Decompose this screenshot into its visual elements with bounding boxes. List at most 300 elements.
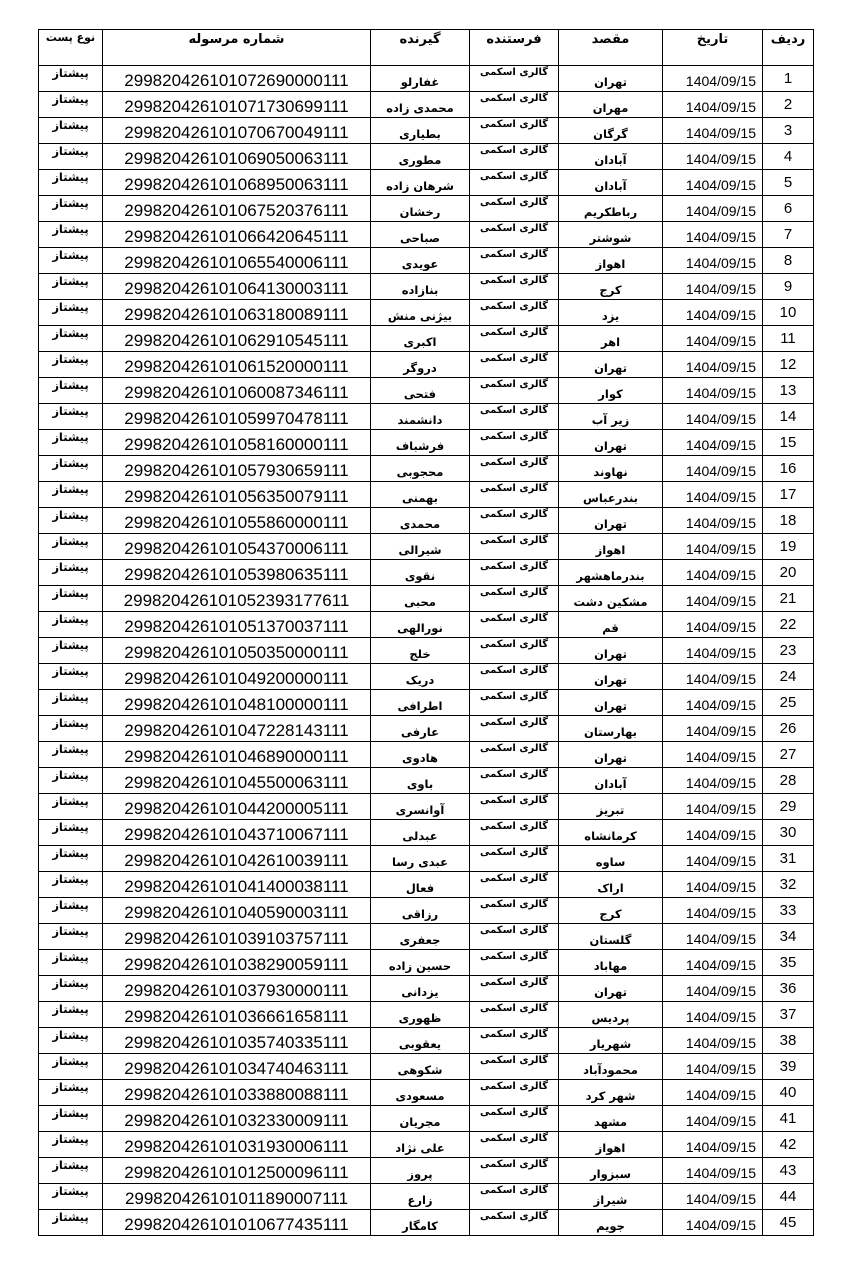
post-type-cell: پیشتاز bbox=[39, 1106, 103, 1132]
post-type-cell: پیشتاز bbox=[39, 352, 103, 378]
header-row bbox=[39, 30, 814, 66]
header-tracking: شماره مرسوله bbox=[103, 30, 371, 66]
post-type-cell: پیشتاز bbox=[39, 196, 103, 222]
table-body bbox=[39, 66, 814, 1236]
post-type-cell: پیشتاز bbox=[39, 92, 103, 118]
receiver-cell: نقوی bbox=[371, 560, 470, 586]
sender-cell: گالری اسکمی bbox=[470, 872, 559, 898]
date-cell: 1404/09/15 bbox=[663, 560, 763, 586]
sender-cell: گالری اسکمی bbox=[470, 404, 559, 430]
table-row bbox=[39, 716, 814, 742]
receiver-cell: فتحی bbox=[371, 378, 470, 404]
post-type-cell: پیشتاز bbox=[39, 872, 103, 898]
destination-cell: مهران bbox=[559, 92, 663, 118]
destination-cell: گلستان bbox=[559, 924, 663, 950]
post-type-cell: پیشتاز bbox=[39, 430, 103, 456]
table-row bbox=[39, 1158, 814, 1184]
receiver-cell: عارفی bbox=[371, 716, 470, 742]
sender-cell: گالری اسکمی bbox=[470, 508, 559, 534]
row-number-cell: 45 bbox=[763, 1210, 814, 1236]
sender-cell: گالری اسکمی bbox=[470, 534, 559, 560]
destination-cell: شهر کرد bbox=[559, 1080, 663, 1106]
sender-cell: گالری اسکمی bbox=[470, 378, 559, 404]
sender-cell: گالری اسکمی bbox=[470, 1210, 559, 1236]
receiver-cell: کامگار bbox=[371, 1210, 470, 1236]
receiver-cell: مسعودی bbox=[371, 1080, 470, 1106]
table-row bbox=[39, 248, 814, 274]
row-number-cell: 29 bbox=[763, 794, 814, 820]
table-row bbox=[39, 170, 814, 196]
sender-cell: گالری اسکمی bbox=[470, 612, 559, 638]
destination-cell: جویم bbox=[559, 1210, 663, 1236]
table-row bbox=[39, 66, 814, 92]
destination-cell: تهران bbox=[559, 742, 663, 768]
date-cell: 1404/09/15 bbox=[663, 1106, 763, 1132]
receiver-cell: علی نژاد bbox=[371, 1132, 470, 1158]
sender-cell: گالری اسکمی bbox=[470, 846, 559, 872]
sender-cell: گالری اسکمی bbox=[470, 352, 559, 378]
destination-cell: کرج bbox=[559, 274, 663, 300]
table-row bbox=[39, 300, 814, 326]
post-type-cell: پیشتاز bbox=[39, 1002, 103, 1028]
receiver-cell: شکوهی bbox=[371, 1054, 470, 1080]
row-number-cell: 40 bbox=[763, 1080, 814, 1106]
table-row bbox=[39, 768, 814, 794]
sender-cell: گالری اسکمی bbox=[470, 794, 559, 820]
table-row bbox=[39, 430, 814, 456]
post-type-cell: پیشتاز bbox=[39, 248, 103, 274]
header-type: نوع پست bbox=[39, 30, 103, 66]
tracking-number-cell: 299820426101055860000111 bbox=[103, 508, 371, 534]
date-cell: 1404/09/15 bbox=[663, 898, 763, 924]
tracking-number-cell: 299820426101035740335111 bbox=[103, 1028, 371, 1054]
destination-cell: آبادان bbox=[559, 768, 663, 794]
destination-cell: تبریز bbox=[559, 794, 663, 820]
date-cell: 1404/09/15 bbox=[663, 196, 763, 222]
table-row bbox=[39, 950, 814, 976]
receiver-cell: فعال bbox=[371, 872, 470, 898]
table-row bbox=[39, 534, 814, 560]
tracking-number-cell: 299820426101042610039111 bbox=[103, 846, 371, 872]
destination-cell: بندرعباس bbox=[559, 482, 663, 508]
destination-cell: گرگان bbox=[559, 118, 663, 144]
header-receiver: گیرنده bbox=[371, 30, 470, 66]
row-number-cell: 14 bbox=[763, 404, 814, 430]
destination-cell: اهواز bbox=[559, 534, 663, 560]
table-row bbox=[39, 274, 814, 300]
sender-cell: گالری اسکمی bbox=[470, 274, 559, 300]
sender-cell: گالری اسکمی bbox=[470, 716, 559, 742]
sender-cell: گالری اسکمی bbox=[470, 742, 559, 768]
receiver-cell: عبدلی bbox=[371, 820, 470, 846]
row-number-cell: 24 bbox=[763, 664, 814, 690]
tracking-number-cell: 299820426101052393177611 bbox=[103, 586, 371, 612]
row-number-cell: 23 bbox=[763, 638, 814, 664]
row-number-cell: 37 bbox=[763, 1002, 814, 1028]
row-number-cell: 7 bbox=[763, 222, 814, 248]
row-number-cell: 10 bbox=[763, 300, 814, 326]
sender-cell: گالری اسکمی bbox=[470, 1158, 559, 1184]
date-cell: 1404/09/15 bbox=[663, 612, 763, 638]
tracking-number-cell: 299820426101050350000111 bbox=[103, 638, 371, 664]
row-number-cell: 22 bbox=[763, 612, 814, 638]
post-type-cell: پیشتاز bbox=[39, 976, 103, 1002]
table-row bbox=[39, 326, 814, 352]
receiver-cell: یزدانی bbox=[371, 976, 470, 1002]
destination-cell: پردیس bbox=[559, 1002, 663, 1028]
row-number-cell: 42 bbox=[763, 1132, 814, 1158]
tracking-number-cell: 299820426101039103757111 bbox=[103, 924, 371, 950]
row-number-cell: 21 bbox=[763, 586, 814, 612]
sender-cell: گالری اسکمی bbox=[470, 300, 559, 326]
post-type-cell: پیشتاز bbox=[39, 1132, 103, 1158]
date-cell: 1404/09/15 bbox=[663, 222, 763, 248]
sender-cell: گالری اسکمی bbox=[470, 924, 559, 950]
post-type-cell: پیشتاز bbox=[39, 586, 103, 612]
destination-cell: بندرماهشهر bbox=[559, 560, 663, 586]
post-type-cell: پیشتاز bbox=[39, 482, 103, 508]
row-number-cell: 26 bbox=[763, 716, 814, 742]
receiver-cell: بطیاری bbox=[371, 118, 470, 144]
receiver-cell: فرشباف bbox=[371, 430, 470, 456]
destination-cell: تهران bbox=[559, 638, 663, 664]
receiver-cell: مجریان bbox=[371, 1106, 470, 1132]
receiver-cell: نورالهی bbox=[371, 612, 470, 638]
post-type-cell: پیشتاز bbox=[39, 768, 103, 794]
tracking-number-cell: 299820426101071730699111 bbox=[103, 92, 371, 118]
sender-cell: گالری اسکمی bbox=[470, 638, 559, 664]
tracking-number-cell: 299820426101031930006111 bbox=[103, 1132, 371, 1158]
header-sender: فرستنده bbox=[470, 30, 559, 66]
post-type-cell: پیشتاز bbox=[39, 664, 103, 690]
receiver-cell: یعقوبی bbox=[371, 1028, 470, 1054]
tracking-number-cell: 299820426101068950063111 bbox=[103, 170, 371, 196]
date-cell: 1404/09/15 bbox=[663, 430, 763, 456]
date-cell: 1404/09/15 bbox=[663, 690, 763, 716]
row-number-cell: 38 bbox=[763, 1028, 814, 1054]
table-row bbox=[39, 222, 814, 248]
table-row bbox=[39, 1106, 814, 1132]
destination-cell: شوشتر bbox=[559, 222, 663, 248]
date-cell: 1404/09/15 bbox=[663, 1080, 763, 1106]
receiver-cell: محجوبی bbox=[371, 456, 470, 482]
date-cell: 1404/09/15 bbox=[663, 638, 763, 664]
date-cell: 1404/09/15 bbox=[663, 118, 763, 144]
row-number-cell: 31 bbox=[763, 846, 814, 872]
row-number-cell: 43 bbox=[763, 1158, 814, 1184]
receiver-cell: پروز bbox=[371, 1158, 470, 1184]
row-number-cell: 4 bbox=[763, 144, 814, 170]
destination-cell: یزد bbox=[559, 300, 663, 326]
date-cell: 1404/09/15 bbox=[663, 664, 763, 690]
post-type-cell: پیشتاز bbox=[39, 170, 103, 196]
row-number-cell: 27 bbox=[763, 742, 814, 768]
date-cell: 1404/09/15 bbox=[663, 378, 763, 404]
sender-cell: گالری اسکمی bbox=[470, 664, 559, 690]
tracking-number-cell: 299820426101054370006111 bbox=[103, 534, 371, 560]
sender-cell: گالری اسکمی bbox=[470, 1184, 559, 1210]
table-row bbox=[39, 404, 814, 430]
receiver-cell: جعفری bbox=[371, 924, 470, 950]
row-number-cell: 3 bbox=[763, 118, 814, 144]
post-type-cell: پیشتاز bbox=[39, 690, 103, 716]
row-number-cell: 35 bbox=[763, 950, 814, 976]
table-row bbox=[39, 118, 814, 144]
table-row bbox=[39, 846, 814, 872]
date-cell: 1404/09/15 bbox=[663, 404, 763, 430]
receiver-cell: محبی bbox=[371, 586, 470, 612]
tracking-number-cell: 299820426101049200000111 bbox=[103, 664, 371, 690]
sender-cell: گالری اسکمی bbox=[470, 768, 559, 794]
destination-cell: مهاباد bbox=[559, 950, 663, 976]
row-number-cell: 25 bbox=[763, 690, 814, 716]
row-number-cell: 1 bbox=[763, 66, 814, 92]
table-row bbox=[39, 1184, 814, 1210]
row-number-cell: 11 bbox=[763, 326, 814, 352]
receiver-cell: هادوی bbox=[371, 742, 470, 768]
tracking-number-cell: 299820426101048100000111 bbox=[103, 690, 371, 716]
receiver-cell: شیرالی bbox=[371, 534, 470, 560]
post-type-cell: پیشتاز bbox=[39, 508, 103, 534]
date-cell: 1404/09/15 bbox=[663, 1158, 763, 1184]
destination-cell: تهران bbox=[559, 976, 663, 1002]
date-cell: 1404/09/15 bbox=[663, 300, 763, 326]
tracking-number-cell: 299820426101062910545111 bbox=[103, 326, 371, 352]
destination-cell: زیر آب bbox=[559, 404, 663, 430]
tracking-number-cell: 299820426101012500096111 bbox=[103, 1158, 371, 1184]
destination-cell: آبادان bbox=[559, 144, 663, 170]
date-cell: 1404/09/15 bbox=[663, 482, 763, 508]
sender-cell: گالری اسکمی bbox=[470, 586, 559, 612]
row-number-cell: 8 bbox=[763, 248, 814, 274]
post-type-cell: پیشتاز bbox=[39, 846, 103, 872]
date-cell: 1404/09/15 bbox=[663, 1054, 763, 1080]
sender-cell: گالری اسکمی bbox=[470, 144, 559, 170]
tracking-number-cell: 299820426101037930000111 bbox=[103, 976, 371, 1002]
post-type-cell: پیشتاز bbox=[39, 1184, 103, 1210]
tracking-number-cell: 299820426101011890007111 bbox=[103, 1184, 371, 1210]
post-type-cell: پیشتاز bbox=[39, 118, 103, 144]
destination-cell: اراک bbox=[559, 872, 663, 898]
receiver-cell: ظهوری bbox=[371, 1002, 470, 1028]
destination-cell: رباطکریم bbox=[559, 196, 663, 222]
date-cell: 1404/09/15 bbox=[663, 352, 763, 378]
destination-cell: ساوه bbox=[559, 846, 663, 872]
row-number-cell: 20 bbox=[763, 560, 814, 586]
table-row bbox=[39, 820, 814, 846]
destination-cell: تهران bbox=[559, 66, 663, 92]
shipments-table bbox=[38, 29, 814, 1236]
date-cell: 1404/09/15 bbox=[663, 508, 763, 534]
tracking-number-cell: 299820426101059970478111 bbox=[103, 404, 371, 430]
sender-cell: گالری اسکمی bbox=[470, 170, 559, 196]
receiver-cell: محمدی bbox=[371, 508, 470, 534]
date-cell: 1404/09/15 bbox=[663, 1028, 763, 1054]
destination-cell: کرج bbox=[559, 898, 663, 924]
receiver-cell: زارع bbox=[371, 1184, 470, 1210]
post-type-cell: پیشتاز bbox=[39, 66, 103, 92]
destination-cell: اهواز bbox=[559, 248, 663, 274]
sender-cell: گالری اسکمی bbox=[470, 1106, 559, 1132]
sender-cell: گالری اسکمی bbox=[470, 1002, 559, 1028]
row-number-cell: 28 bbox=[763, 768, 814, 794]
post-type-cell: پیشتاز bbox=[39, 534, 103, 560]
date-cell: 1404/09/15 bbox=[663, 1210, 763, 1236]
post-type-cell: پیشتاز bbox=[39, 612, 103, 638]
tracking-number-cell: 299820426101047228143111 bbox=[103, 716, 371, 742]
receiver-cell: خلج bbox=[371, 638, 470, 664]
post-type-cell: پیشتاز bbox=[39, 820, 103, 846]
row-number-cell: 13 bbox=[763, 378, 814, 404]
date-cell: 1404/09/15 bbox=[663, 326, 763, 352]
receiver-cell: شرهان زاده bbox=[371, 170, 470, 196]
tracking-number-cell: 299820426101060087346111 bbox=[103, 378, 371, 404]
date-cell: 1404/09/15 bbox=[663, 170, 763, 196]
post-type-cell: پیشتاز bbox=[39, 222, 103, 248]
date-cell: 1404/09/15 bbox=[663, 820, 763, 846]
tracking-number-cell: 299820426101070670049111 bbox=[103, 118, 371, 144]
sender-cell: گالری اسکمی bbox=[470, 92, 559, 118]
post-type-cell: پیشتاز bbox=[39, 950, 103, 976]
sender-cell: گالری اسکمی bbox=[470, 690, 559, 716]
destination-cell: محمودآباد bbox=[559, 1054, 663, 1080]
sender-cell: گالری اسکمی bbox=[470, 1028, 559, 1054]
sender-cell: گالری اسکمی bbox=[470, 430, 559, 456]
table-row bbox=[39, 144, 814, 170]
sender-cell: گالری اسکمی bbox=[470, 976, 559, 1002]
date-cell: 1404/09/15 bbox=[663, 794, 763, 820]
table-row bbox=[39, 976, 814, 1002]
table-row bbox=[39, 508, 814, 534]
date-cell: 1404/09/15 bbox=[663, 742, 763, 768]
post-type-cell: پیشتاز bbox=[39, 1158, 103, 1184]
destination-cell: شهریار bbox=[559, 1028, 663, 1054]
row-number-cell: 2 bbox=[763, 92, 814, 118]
table-row bbox=[39, 1080, 814, 1106]
receiver-cell: دانشمند bbox=[371, 404, 470, 430]
sender-cell: گالری اسکمی bbox=[470, 950, 559, 976]
destination-cell: اهر bbox=[559, 326, 663, 352]
tracking-number-cell: 299820426101064130003111 bbox=[103, 274, 371, 300]
receiver-cell: رخشان bbox=[371, 196, 470, 222]
receiver-cell: غفارلو bbox=[371, 66, 470, 92]
date-cell: 1404/09/15 bbox=[663, 976, 763, 1002]
receiver-cell: اکبری bbox=[371, 326, 470, 352]
receiver-cell: بیژنی منش bbox=[371, 300, 470, 326]
table-row bbox=[39, 482, 814, 508]
tracking-number-cell: 299820426101044200005111 bbox=[103, 794, 371, 820]
post-type-cell: پیشتاز bbox=[39, 1210, 103, 1236]
date-cell: 1404/09/15 bbox=[663, 534, 763, 560]
destination-cell: تهران bbox=[559, 690, 663, 716]
table-row bbox=[39, 1132, 814, 1158]
sender-cell: گالری اسکمی bbox=[470, 326, 559, 352]
destination-cell: تهران bbox=[559, 430, 663, 456]
date-cell: 1404/09/15 bbox=[663, 716, 763, 742]
row-number-cell: 44 bbox=[763, 1184, 814, 1210]
row-number-cell: 9 bbox=[763, 274, 814, 300]
date-cell: 1404/09/15 bbox=[663, 248, 763, 274]
destination-cell: آبادان bbox=[559, 170, 663, 196]
receiver-cell: محمدی زاده bbox=[371, 92, 470, 118]
receiver-cell: حسین زاده bbox=[371, 950, 470, 976]
row-number-cell: 33 bbox=[763, 898, 814, 924]
tracking-number-cell: 299820426101046890000111 bbox=[103, 742, 371, 768]
tracking-number-cell: 299820426101043710067111 bbox=[103, 820, 371, 846]
row-number-cell: 36 bbox=[763, 976, 814, 1002]
receiver-cell: آوانسری bbox=[371, 794, 470, 820]
destination-cell: شیراز bbox=[559, 1184, 663, 1210]
table-row bbox=[39, 1002, 814, 1028]
tracking-number-cell: 299820426101072690000111 bbox=[103, 66, 371, 92]
post-type-cell: پیشتاز bbox=[39, 1054, 103, 1080]
tracking-number-cell: 299820426101065540006111 bbox=[103, 248, 371, 274]
row-number-cell: 6 bbox=[763, 196, 814, 222]
sender-cell: گالری اسکمی bbox=[470, 1054, 559, 1080]
date-cell: 1404/09/15 bbox=[663, 768, 763, 794]
row-number-cell: 18 bbox=[763, 508, 814, 534]
table-row bbox=[39, 1054, 814, 1080]
table-row bbox=[39, 1028, 814, 1054]
sender-cell: گالری اسکمی bbox=[470, 196, 559, 222]
row-number-cell: 12 bbox=[763, 352, 814, 378]
date-cell: 1404/09/15 bbox=[663, 66, 763, 92]
post-type-cell: پیشتاز bbox=[39, 456, 103, 482]
receiver-cell: عبدی رسا bbox=[371, 846, 470, 872]
receiver-cell: عویدی bbox=[371, 248, 470, 274]
table-row bbox=[39, 664, 814, 690]
destination-cell: اهواز bbox=[559, 1132, 663, 1158]
sender-cell: گالری اسکمی bbox=[470, 248, 559, 274]
table-row bbox=[39, 92, 814, 118]
table-row bbox=[39, 586, 814, 612]
receiver-cell: رزاقی bbox=[371, 898, 470, 924]
tracking-number-cell: 299820426101053980635111 bbox=[103, 560, 371, 586]
table-row bbox=[39, 690, 814, 716]
date-cell: 1404/09/15 bbox=[663, 872, 763, 898]
destination-cell: قم bbox=[559, 612, 663, 638]
post-type-cell: پیشتاز bbox=[39, 794, 103, 820]
row-number-cell: 17 bbox=[763, 482, 814, 508]
sender-cell: گالری اسکمی bbox=[470, 1132, 559, 1158]
post-type-cell: پیشتاز bbox=[39, 274, 103, 300]
receiver-cell: مطوری bbox=[371, 144, 470, 170]
post-type-cell: پیشتاز bbox=[39, 898, 103, 924]
tracking-number-cell: 299820426101032330009111 bbox=[103, 1106, 371, 1132]
date-cell: 1404/09/15 bbox=[663, 1132, 763, 1158]
table-row bbox=[39, 872, 814, 898]
tracking-number-cell: 299820426101010677435111 bbox=[103, 1210, 371, 1236]
tracking-number-cell: 299820426101034740463111 bbox=[103, 1054, 371, 1080]
post-type-cell: پیشتاز bbox=[39, 378, 103, 404]
table-row bbox=[39, 560, 814, 586]
row-number-cell: 32 bbox=[763, 872, 814, 898]
date-cell: 1404/09/15 bbox=[663, 1184, 763, 1210]
sender-cell: گالری اسکمی bbox=[470, 482, 559, 508]
table-row bbox=[39, 456, 814, 482]
sender-cell: گالری اسکمی bbox=[470, 222, 559, 248]
tracking-number-cell: 299820426101033880088111 bbox=[103, 1080, 371, 1106]
row-number-cell: 41 bbox=[763, 1106, 814, 1132]
date-cell: 1404/09/15 bbox=[663, 924, 763, 950]
sender-cell: گالری اسکمی bbox=[470, 1080, 559, 1106]
tracking-number-cell: 299820426101036661658111 bbox=[103, 1002, 371, 1028]
post-type-cell: پیشتاز bbox=[39, 326, 103, 352]
destination-cell: کوار bbox=[559, 378, 663, 404]
tracking-number-cell: 299820426101058160000111 bbox=[103, 430, 371, 456]
tracking-number-cell: 299820426101067520376111 bbox=[103, 196, 371, 222]
tracking-number-cell: 299820426101041400038111 bbox=[103, 872, 371, 898]
